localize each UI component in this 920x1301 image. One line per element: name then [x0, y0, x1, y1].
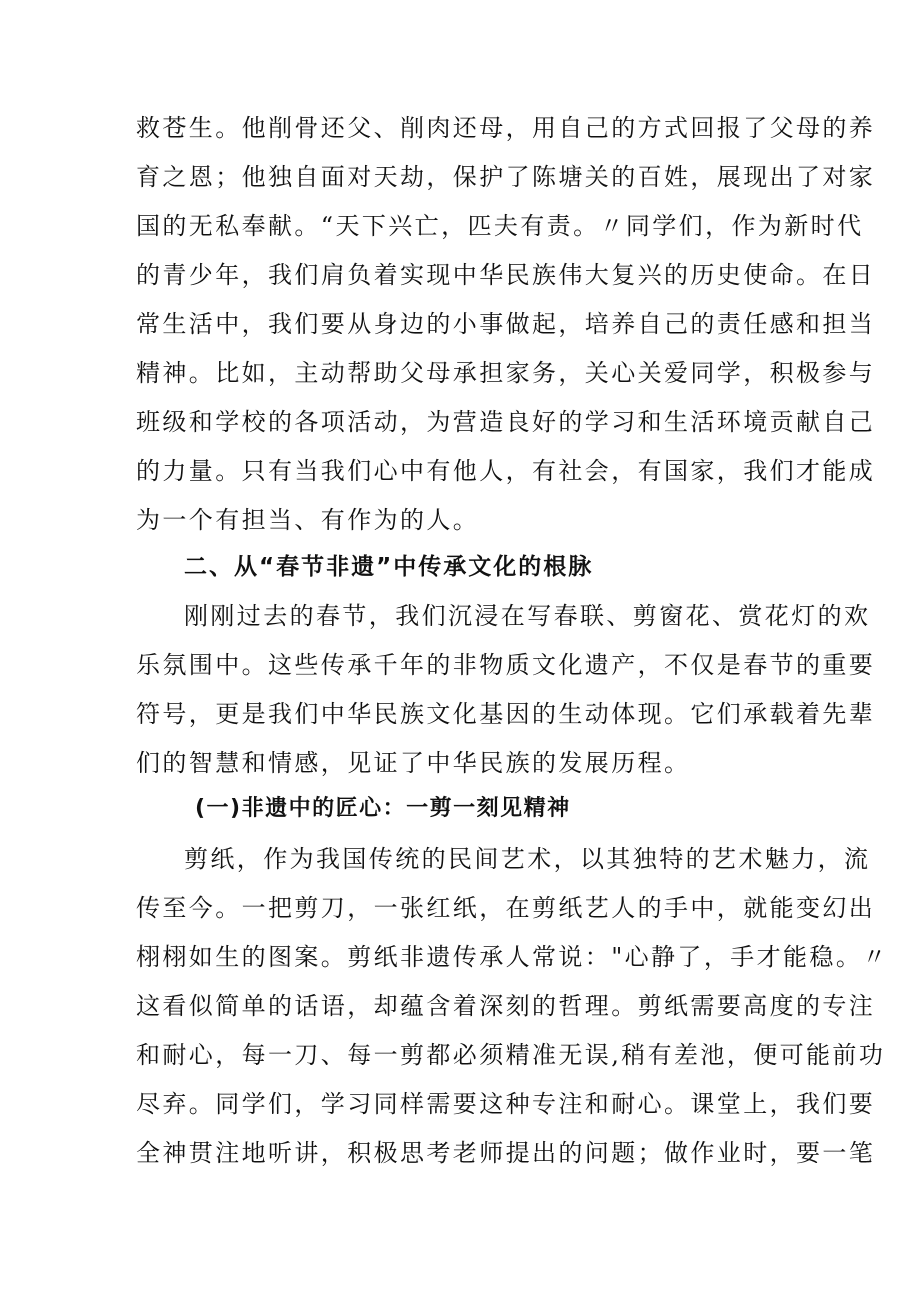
paragraph-line: 育之恩；他独自面对天劫，保护了陈塘关的百姓，展现出了对家: [136, 163, 876, 191]
paragraph-line: 乐氛围中。这些传承千年的非物质文化遗产，不仅是春节的重要: [136, 651, 876, 679]
paragraph-line: 这看似简单的话语，却蕴含着深刻的哲理。剪纸需要高度的专注: [136, 992, 876, 1020]
paragraph-line: 栩栩如生的图案。剪纸非遗传承人常说："心静了，手才能稳。〃: [136, 943, 889, 971]
paragraph-line: 的青少年，我们肩负着实现中华民族伟大复兴的历史使命。在日: [136, 261, 876, 289]
paragraph-line: 全神贯注地听讲，积极思考老师提出的问题；做作业时，要一笔: [136, 1139, 876, 1167]
paragraph-line: 符号，更是我们中华民族文化基因的生动体现。它们承载着先辈: [136, 700, 876, 728]
paragraph-line: 精神。比如，主动帮助父母承担家务，关心关爱同学，积极参与: [136, 359, 876, 387]
paragraph-line: 和耐心，每一刀、每一剪都必须精准无误,稍有差池，便可能前功: [136, 1041, 886, 1069]
paragraph-line: 常生活中，我们要从身边的小事做起，培养自己的责任感和担当: [136, 310, 876, 338]
paragraph-line: 为一个有担当、有作为的人。: [136, 506, 480, 534]
paragraph-line: 尽弃。同学们，学习同样需要这种专注和耐心。课堂上，我们要: [136, 1090, 876, 1118]
subsection-heading: (一)非遗中的匠心：一剪一刻见精神: [195, 796, 571, 821]
paragraph-line: 的力量。只有当我们心中有他人，有社会，有国家，我们才能成: [136, 457, 876, 485]
section-heading: 二、从“春节非遗”中传承文化的根脉: [184, 554, 594, 580]
paragraph-line: 剪纸，作为我国传统的民间艺术，以其独特的艺术魅力，流: [184, 845, 871, 873]
paragraph-line: 国的无私奉献。“天下兴亡，匹夫有责。〃同学们，作为新时代: [136, 212, 864, 240]
paragraph-line: 刚刚过去的春节，我们沉浸在写春联、剪窗花、赏花灯的欢: [184, 602, 871, 630]
paragraph-line: 班级和学校的各项活动，为营造良好的学习和生活环境贡献自己: [136, 408, 876, 436]
paragraph-line: 们的智慧和情感，见证了中华民族的发展历程。: [136, 749, 691, 777]
paragraph-line: 救苍生。他削骨还父、削肉还母，用自己的方式回报了父母的养: [136, 114, 876, 142]
paragraph-line: 传至今。一把剪刀，一张红纸，在剪纸艺人的手中，就能变幻出: [136, 894, 876, 922]
